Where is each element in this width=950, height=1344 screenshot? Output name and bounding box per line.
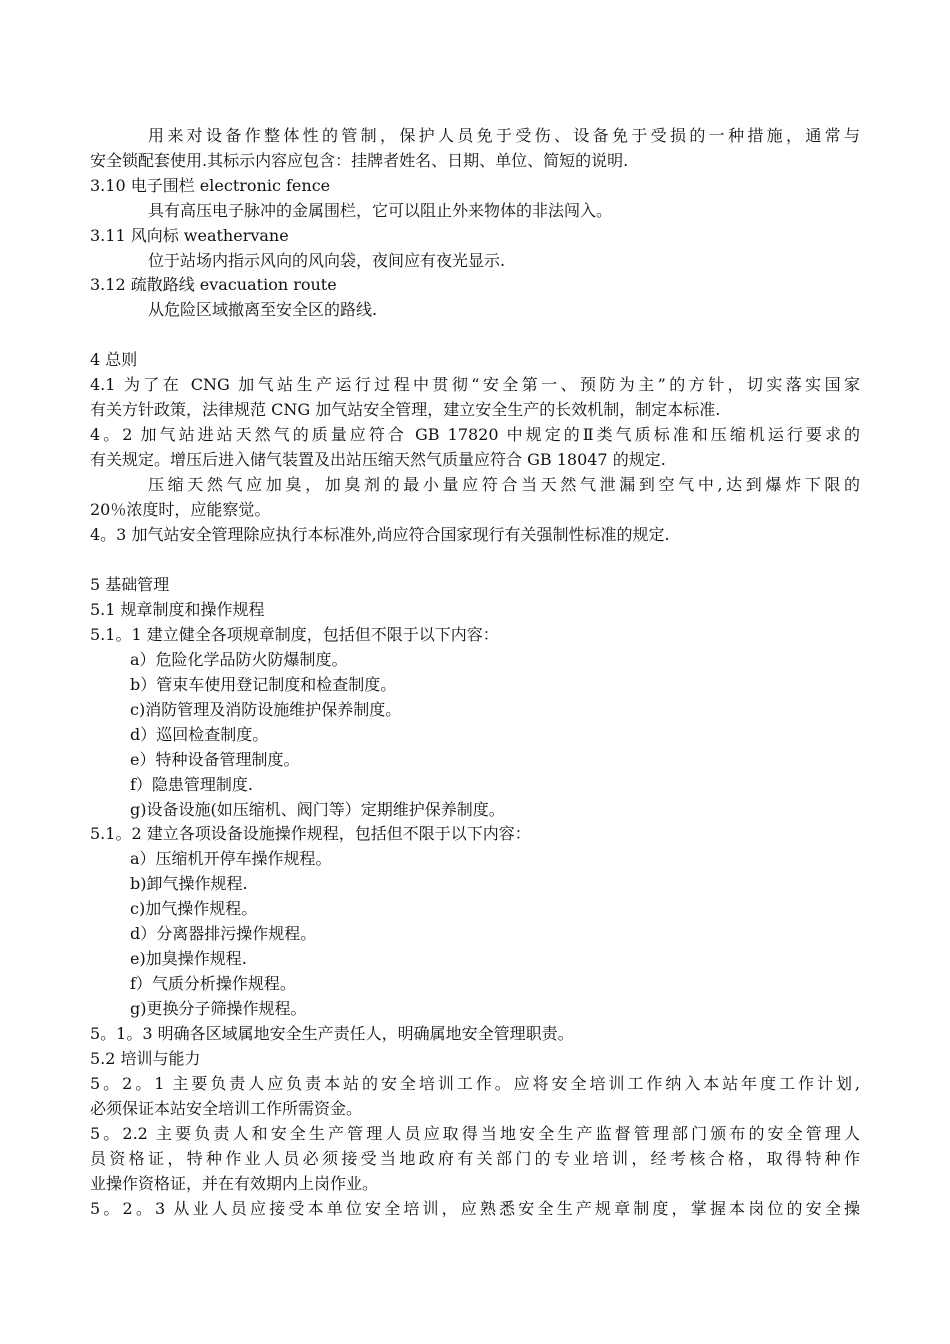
- paragraph-line: 用来对设备作整体性的管制，保护人员免于受伤、设备免于受损的一种措施，通常与: [148, 126, 860, 145]
- paragraph-line: 位于站场内指示风向的风向袋，夜间应有夜光显示.: [148, 251, 506, 270]
- list-item: b）管束车使用登记制度和检查制度。: [130, 675, 397, 694]
- list-item: f）隐患管理制度.: [130, 775, 254, 794]
- list-item: g)更换分子筛操作规程。: [130, 999, 307, 1018]
- paragraph-line: 安全锁配套使用.其标示内容应包含：挂牌者姓名、日期、单位、简短的说明.: [90, 151, 629, 170]
- paragraph-line: 5.1。2 建立各项设备设施操作规程，包括但不限于以下内容：: [90, 824, 531, 843]
- chapter-heading: 4 总则: [90, 350, 138, 369]
- paragraph-line: 压缩天然气应加臭，加臭剂的最小量应符合当天然气泄漏到空气中,达到爆炸下限的: [148, 475, 860, 494]
- section-heading: 3.12 疏散路线 evacuation route: [90, 275, 337, 294]
- list-item: c)加气操作规程。: [130, 899, 258, 918]
- list-item: e）特种设备管理制度。: [130, 750, 300, 769]
- paragraph-line: 员资格证，特种作业人员必须接受当地政府有关部门的专业培训，经考核合格，取得特种作: [90, 1149, 860, 1168]
- paragraph-line: 有关规定。增压后进入储气装置及出站压缩天然气质量应符合 GB 18047 的规定.: [90, 450, 666, 469]
- list-item: f）气质分析操作规程。: [130, 974, 296, 993]
- section-heading: 3.11 风向标 weathervane: [90, 226, 289, 245]
- list-item: b)卸气操作规程.: [130, 874, 248, 893]
- list-item: d）分离器排污操作规程。: [130, 924, 317, 943]
- paragraph-line: 5。1。3 明确各区域属地安全生产责任人，明确属地安全管理职责。: [90, 1024, 574, 1043]
- paragraph-line: 有关方针政策，法律规范 CNG 加气站安全管理，建立安全生产的长效机制，制定本标准.: [90, 400, 721, 419]
- paragraph-line: 5。2。3 从业人员应接受本单位安全培训，应熟悉安全生产规章制度，掌握本岗位的安全操: [90, 1199, 860, 1218]
- paragraph-line: 20％浓度时，应能察觉。: [90, 500, 271, 519]
- paragraph-line: 4。3 加气站安全管理除应执行本标准外,尚应符合国家现行有关强制性标准的规定.: [90, 525, 670, 544]
- list-item: a）压缩机开停车操作规程。: [130, 849, 332, 868]
- chapter-heading: 5 基础管理: [90, 575, 170, 594]
- section-heading: 5.1 规章制度和操作规程: [90, 600, 265, 619]
- paragraph-line: 业操作资格证，并在有效期内上岗作业。: [90, 1174, 379, 1193]
- list-item: e)加臭操作规程.: [130, 949, 247, 968]
- list-item: d）巡回检查制度。: [130, 725, 269, 744]
- paragraph-line: 从危险区域撤离至安全区的路线.: [148, 300, 378, 319]
- paragraph-line: 必须保证本站安全培训工作所需资金。: [90, 1099, 363, 1118]
- list-item: g)设备设施(如压缩机、阀门等）定期维护保养制度。: [130, 800, 505, 819]
- paragraph-line: 具有高压电子脉冲的金属围栏，它可以阻止外来物体的非法闯入。: [148, 201, 613, 220]
- paragraph-line: 5.1。1 建立健全各项规章制度，包括但不限于以下内容：: [90, 625, 499, 644]
- paragraph-line: 5。2.2 主要负责人和安全生产管理人员应取得当地安全生产监督管理部门颁布的安全管理人: [90, 1124, 860, 1143]
- list-item: c)消防管理及消防设施维护保养制度。: [130, 700, 402, 719]
- paragraph-line: 4.1 为了在 CNG 加气站生产运行过程中贯彻“安全第一、预防为主”的方针，切实落实国家: [90, 375, 860, 394]
- paragraph-line: 5。2。1 主要负责人应负责本站的安全培训工作。应将安全培训工作纳入本站年度工作计划,: [90, 1074, 860, 1093]
- paragraph-line: 4。2 加气站进站天然气的质量应符合 GB 17820 中规定的Ⅱ类气质标准和压缩机运行要求的: [90, 425, 860, 444]
- section-heading: 3.10 电子围栏 electronic fence: [90, 176, 331, 195]
- section-heading: 5.2 培训与能力: [90, 1049, 201, 1068]
- list-item: a）危险化学品防火防爆制度。: [130, 650, 348, 669]
